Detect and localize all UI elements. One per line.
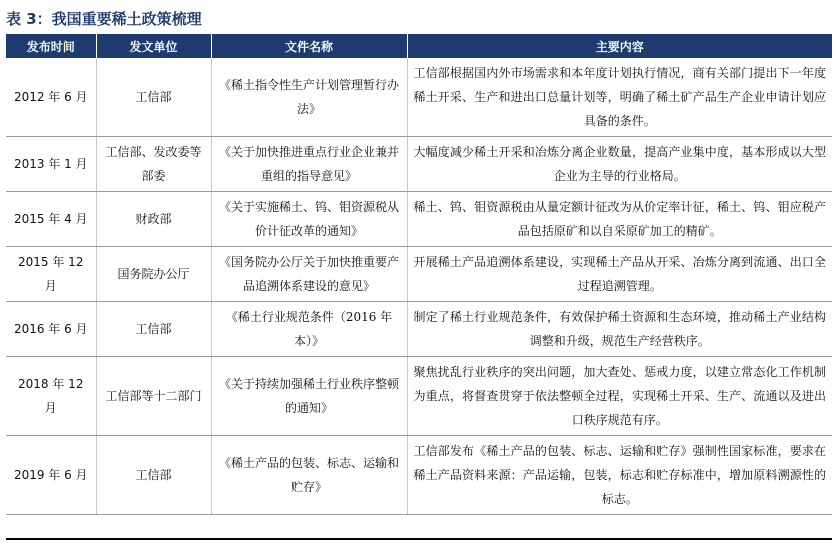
cell-dept: 工信部等十二部门 xyxy=(96,357,211,436)
cell-name: 《稀土产品的包装、标志、运输和贮存》 xyxy=(211,436,407,515)
cell-content: 聚焦扰乱行业秩序的突出问题，加大查处、惩戒力度，以建立常态化工作机制为重点，将督查贯穿于依法整顿全过程，实现稀土开采、生产、流通以及进出口秩序规范有序。 xyxy=(407,357,832,436)
cell-content: 开展稀土产品追溯体系建设，实现稀土产品从开采、冶炼分离到流通、出口全过程追溯管理。 xyxy=(407,247,832,302)
table-header-row xyxy=(6,34,832,58)
cell-name: 《关于加快推进重点行业企业兼并重组的指导意见》 xyxy=(211,137,407,192)
cell-content: 大幅度减少稀土开采和冶炼分离企业数量，提高产业集中度，基本形成以大型企业为主导的行业格局。 xyxy=(407,137,832,192)
cell-date: 2018 年 12 月 xyxy=(6,357,96,436)
cell-dept: 工信部 xyxy=(96,302,211,357)
column-header-date: 发布时间 xyxy=(6,34,96,58)
cell-name: 《国务院办公厅关于加快推重要产品追溯体系建设的意见》 xyxy=(211,247,407,302)
cell-dept: 财政部 xyxy=(96,192,211,247)
table-row xyxy=(6,137,832,192)
cell-content: 制定了稀土行业规范条件，有效保护稀土资源和生态环境，推动稀土产业结构调整和升级，规范生产经营秩序。 xyxy=(407,302,832,357)
cell-content: 稀土、钨、钼资源税由从量定额计征改为从价定率计征，稀土、钨、钼应税产品包括原矿和以自采原矿加工的精矿。 xyxy=(407,192,832,247)
cell-date: 2019 年 6 月 xyxy=(6,436,96,515)
table-row xyxy=(6,302,832,357)
cell-date: 2013 年 1 月 xyxy=(6,137,96,192)
cell-name: 《关于持续加强稀土行业秩序整顿的通知》 xyxy=(211,357,407,436)
cell-date: 2015 年 12 月 xyxy=(6,247,96,302)
column-header-name: 文件名称 xyxy=(211,34,407,58)
cell-name: 《关于实施稀土、钨、钼资源税从价计征改革的通知》 xyxy=(211,192,407,247)
cell-content: 工信部根据国内外市场需求和本年度计划执行情况，商有关部门提出下一年度稀土开采、生产和进出口总量计划等，明确了稀土矿产品生产企业申请计划应具备的条件。 xyxy=(407,58,832,137)
table-row xyxy=(6,247,832,302)
cell-dept: 工信部 xyxy=(96,58,211,137)
table-row xyxy=(6,58,832,137)
table-title: 表 3：我国重要稀土政策梳理 xyxy=(6,10,202,28)
cell-dept: 工信部、发改委等部委 xyxy=(96,137,211,192)
cell-name: 《稀土行业规范条件（2016 年本）》 xyxy=(211,302,407,357)
cell-date: 2015 年 4 月 xyxy=(6,192,96,247)
cell-date: 2016 年 6 月 xyxy=(6,302,96,357)
table-row xyxy=(6,357,832,436)
column-header-dept: 发文单位 xyxy=(96,34,211,58)
cell-dept: 国务院办公厅 xyxy=(96,247,211,302)
cell-date: 2012 年 6 月 xyxy=(6,58,96,137)
table-row xyxy=(6,192,832,247)
table-row xyxy=(6,436,832,515)
column-header-content: 主要内容 xyxy=(407,34,832,58)
cell-content: 工信部发布《稀土产品的包装、标志、运输和贮存》强制性国家标准，要求在稀土产品资料来源：产品运输，包装，标志和贮存标准中，增加原料溯源性的标志。 xyxy=(407,436,832,515)
cell-name: 《稀土指令性生产计划管理暂行办法》 xyxy=(211,58,407,137)
cell-dept: 工信部 xyxy=(96,436,211,515)
bottom-rule xyxy=(6,538,832,540)
policy-table xyxy=(6,34,832,515)
